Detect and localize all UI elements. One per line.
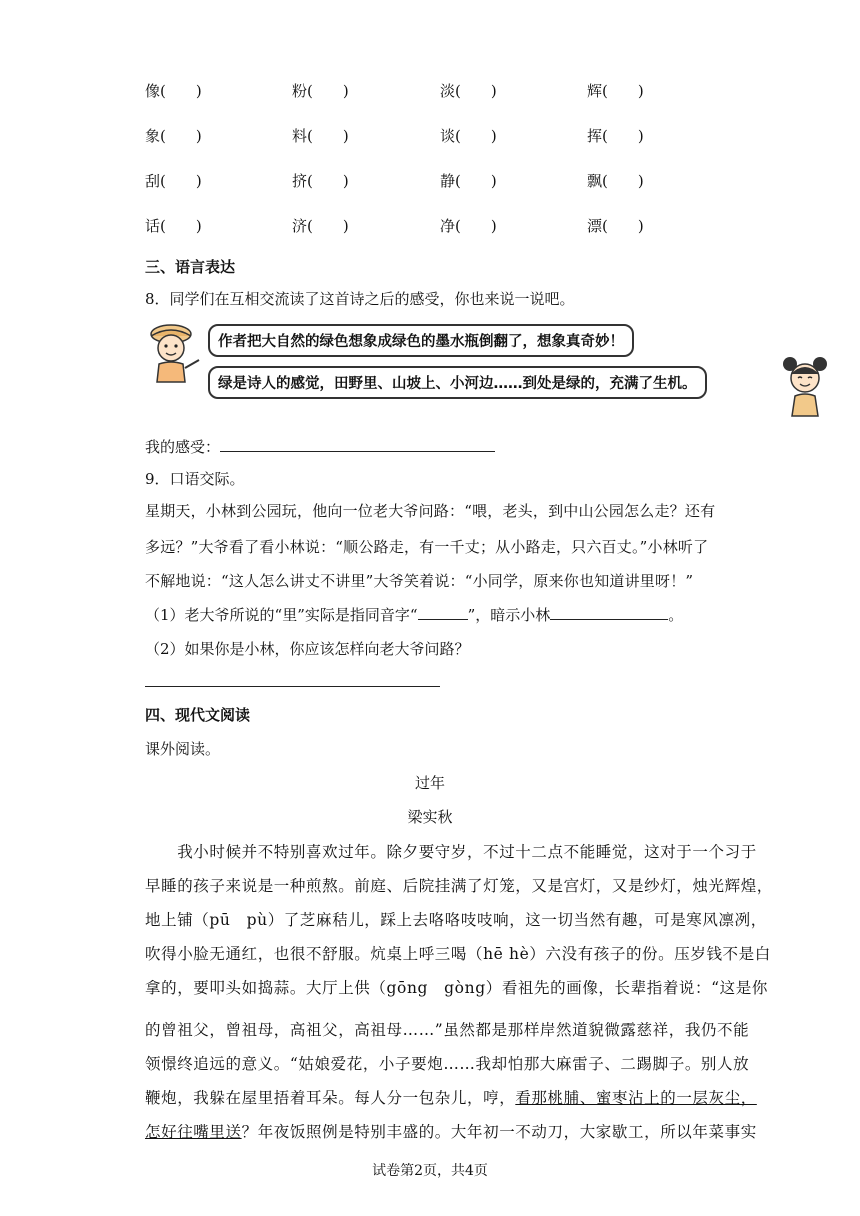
page-footer: 试卷第2页，共4页: [372, 1163, 488, 1179]
article-line: 我小时候并不特别喜欢过年。除夕要守岁，不过十二点不能睡觉，这对于一个习于: [145, 843, 757, 861]
article-line: 鞭炮，我躲在屋里捂着耳朵。每人分一包杂儿，哼，看那桃脯、蜜枣沾上的一层灰尘，: [145, 1089, 757, 1107]
grid-cell: 料( ): [292, 127, 349, 145]
section-3-title: 三、语言表达: [145, 258, 236, 276]
article-line: 的曾祖父，曾祖母，高祖父，高祖母……”虽然都是那样岸然道貌微露慈祥，我仍不能: [145, 1021, 750, 1039]
story-line: 不解地说：“这人怎么讲丈不讲里”大爷笑着说：“小同学，原来你也知道讲里呀！”: [145, 572, 694, 590]
story-line: 星期天，小林到公园玩，他向一位老大爷问路：“喂，老头，到中山公园怎么走？还有: [145, 502, 716, 520]
grid-cell: 淡( ): [440, 82, 497, 100]
grid-cell: 漂( ): [587, 217, 644, 235]
sub-question-1: （1）老大爷所说的“里”实际是指同音字“ ”，暗示小林 。: [145, 606, 684, 624]
article-title: 过年: [414, 774, 445, 792]
speech-bubble-girl: 绿是诗人的感觉，田野里、山坡上、小河边……到处是绿的，充满了生机。: [208, 366, 707, 399]
grid-cell: 济( ): [292, 217, 349, 235]
grid-cell: 谈( ): [440, 127, 497, 145]
answer-line[interactable]: [145, 686, 440, 687]
reading-intro: 课外阅读。: [145, 740, 221, 758]
homophone-blank[interactable]: [418, 605, 468, 620]
section-4-title: 四、现代文阅读: [145, 706, 251, 724]
article-line: 地上铺（pū pù）了芝麻秸儿，踩上去咯咯吱吱响，这一切当然有趣，可是寒风凛冽，: [145, 911, 767, 929]
question-9: 9．口语交际。: [145, 470, 245, 488]
grid-cell: 挥( ): [587, 127, 644, 145]
story-line: 多远？”大爷看了看小林说：“顺公路走，有一千丈；从小路走，只六百丈。”小林听了: [145, 538, 709, 556]
grid-cell: 话( ): [145, 217, 202, 235]
article-author: 梁实秋: [407, 808, 453, 826]
grid-cell: 挤( ): [292, 172, 349, 190]
boy-illustration-icon: [145, 320, 205, 386]
grid-cell: 刮( ): [145, 172, 202, 190]
article-line: 拿的，要叩头如捣蒜。大厅上供（gōng gòng）看祖先的画像，长辈指着说：“这是你: [145, 979, 768, 997]
my-feeling-blank[interactable]: [220, 437, 495, 452]
article-line: 早睡的孩子来说是一种煎熬。前庭、后院挂满了灯笼，又是宫灯，又是纱灯，烛光辉煌，: [145, 877, 773, 895]
grid-cell: 净( ): [440, 217, 497, 235]
grid-cell: 飘( ): [587, 172, 644, 190]
article-line: 吹得小脸无通红，也很不舒服。炕桌上呼三喝（hē hè）六没有孩子的份。压岁钱不是白: [145, 945, 771, 963]
grid-cell: 静( ): [440, 172, 497, 190]
girl-illustration-icon: [780, 352, 830, 418]
my-feeling-label: 我的感受：: [145, 436, 495, 457]
sub-question-2: （2）如果你是小林，你应该怎样向老大爷问路？: [145, 640, 470, 658]
underlined-text: 看那桃脯、蜜枣沾上的一层灰尘，: [515, 1089, 757, 1107]
hint-blank[interactable]: [550, 605, 668, 620]
grid-cell: 辉( ): [587, 82, 644, 100]
grid-cell: 像( ): [145, 82, 202, 100]
grid-cell: 粉( ): [292, 82, 349, 100]
question-8: 8．同学们在互相交流读了这首诗之后的感受，你也来说一说吧。: [145, 290, 575, 308]
grid-cell: 象( ): [145, 127, 202, 145]
underlined-text: 怎好往嘴里送: [145, 1123, 242, 1141]
article-line: 领憬终追远的意义。“姑娘爱花，小子要炮……我却怕那大麻雷子、二踢脚子。别人放: [145, 1055, 750, 1073]
article-line: 怎好往嘴里送？年夜饭照例是特别丰盛的。大年初一不动刀，大家歇工，所以年菜事实: [145, 1123, 757, 1141]
speech-bubble-boy: 作者把大自然的绿色想象成绿色的墨水瓶倒翻了，想象真奇妙！: [208, 324, 634, 357]
